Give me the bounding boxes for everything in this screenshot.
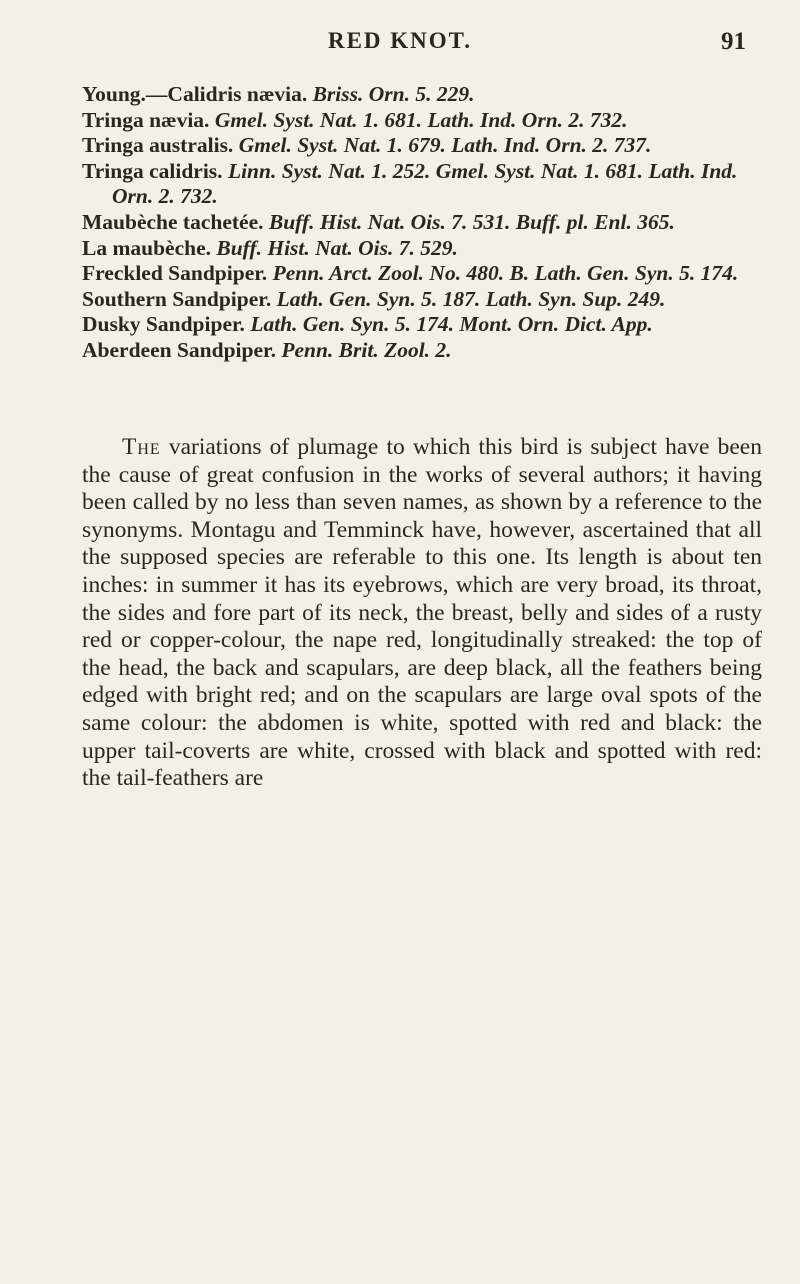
synonym-reference: Penn. Brit. Zool. 2. (281, 337, 452, 362)
synonym-reference: Buff. Hist. Nat. Ois. 7. 531. Buff. pl. Enl. 365. (268, 209, 675, 234)
synonym-name: Aberdeen Sandpiper. (82, 337, 276, 362)
synonym-entry (82, 338, 762, 364)
synonym-name: Young.—Calidris nævia. (82, 82, 308, 106)
synonym-entry (82, 82, 762, 108)
synonym-name: Dusky Sandpiper. (82, 312, 245, 337)
synonym-name: Tringa nævia. (82, 107, 210, 132)
synonym-entry (82, 287, 762, 313)
synonym-entry (82, 133, 762, 159)
synonym-entry (82, 312, 762, 338)
running-head: RED KNOT. (327, 28, 473, 53)
synonym-reference: Linn. Syst. Nat. 1. 252. Gmel. Syst. Nat. 1. 681. Lath. Ind. Orn. 2. 732. (112, 158, 738, 209)
synonym-name: Freckled Sandpiper. (82, 261, 268, 286)
synonym-reference: Penn. Arct. Zool. No. 480. B. Lath. Gen. Syn. 5. 174. (272, 261, 739, 286)
synonym-name: La maubèche. (82, 235, 211, 260)
synonym-reference: Briss. Orn. 5. 229. (312, 82, 475, 106)
page-header (0, 28, 800, 68)
page-number: 91 (721, 28, 746, 55)
synonym-reference: Lath. Gen. Syn. 5. 187. Lath. Syn. Sup. 249. (276, 286, 666, 311)
paragraph-body: variations of plumage to which this bird is subject have been the cause of great confusion in the works of several authors; it having been called by no less than seven names, as shown by a reference to the synonyms. Montagu and Temminck have, however, ascertained that all the supposed species are referable to this one. Its length is about ten inches: in summer it has its eyebrows, which are very broad, its throat, the sides and fore part of its neck, the breast, belly and sides of a rusty red or copper-colour, the nape red, longitudinally streaked: the top of the head, the back and scapulars, are deep black, all the feathers being edged with bright red; and on the scapulars are large oval spots of the same colour: the abdomen is white, spotted with red and black: the upper tail-coverts are white, crossed with black and spotted with red: the tail-feathers are (82, 434, 762, 792)
synonym-reference: Gmel. Syst. Nat. 1. 679. Lath. Ind. Orn. 2. 737. (238, 133, 652, 158)
synonym-entry (82, 210, 762, 236)
paragraph-lead: The (122, 434, 161, 460)
description-paragraph (82, 434, 762, 793)
synonym-reference: Lath. Gen. Syn. 5. 174. Mont. Orn. Dict. App. (250, 312, 653, 337)
synonym-entry (82, 108, 762, 134)
synonym-reference: Buff. Hist. Nat. Ois. 7. 529. (216, 235, 458, 260)
synonym-name: Southern Sandpiper. (82, 286, 272, 311)
synonym-reference: Gmel. Syst. Nat. 1. 681. Lath. Ind. Orn. 2. 732. (214, 107, 628, 132)
synonym-entry (82, 261, 762, 287)
synonym-entry (82, 236, 762, 262)
synonym-name: Maubèche tachetée. (82, 209, 264, 234)
synonym-name: Tringa australis. (82, 133, 234, 158)
synonym-list (82, 82, 762, 364)
description-text (82, 434, 762, 793)
synonym-name: Tringa calidris. (82, 158, 223, 183)
synonym-entry (82, 159, 762, 210)
